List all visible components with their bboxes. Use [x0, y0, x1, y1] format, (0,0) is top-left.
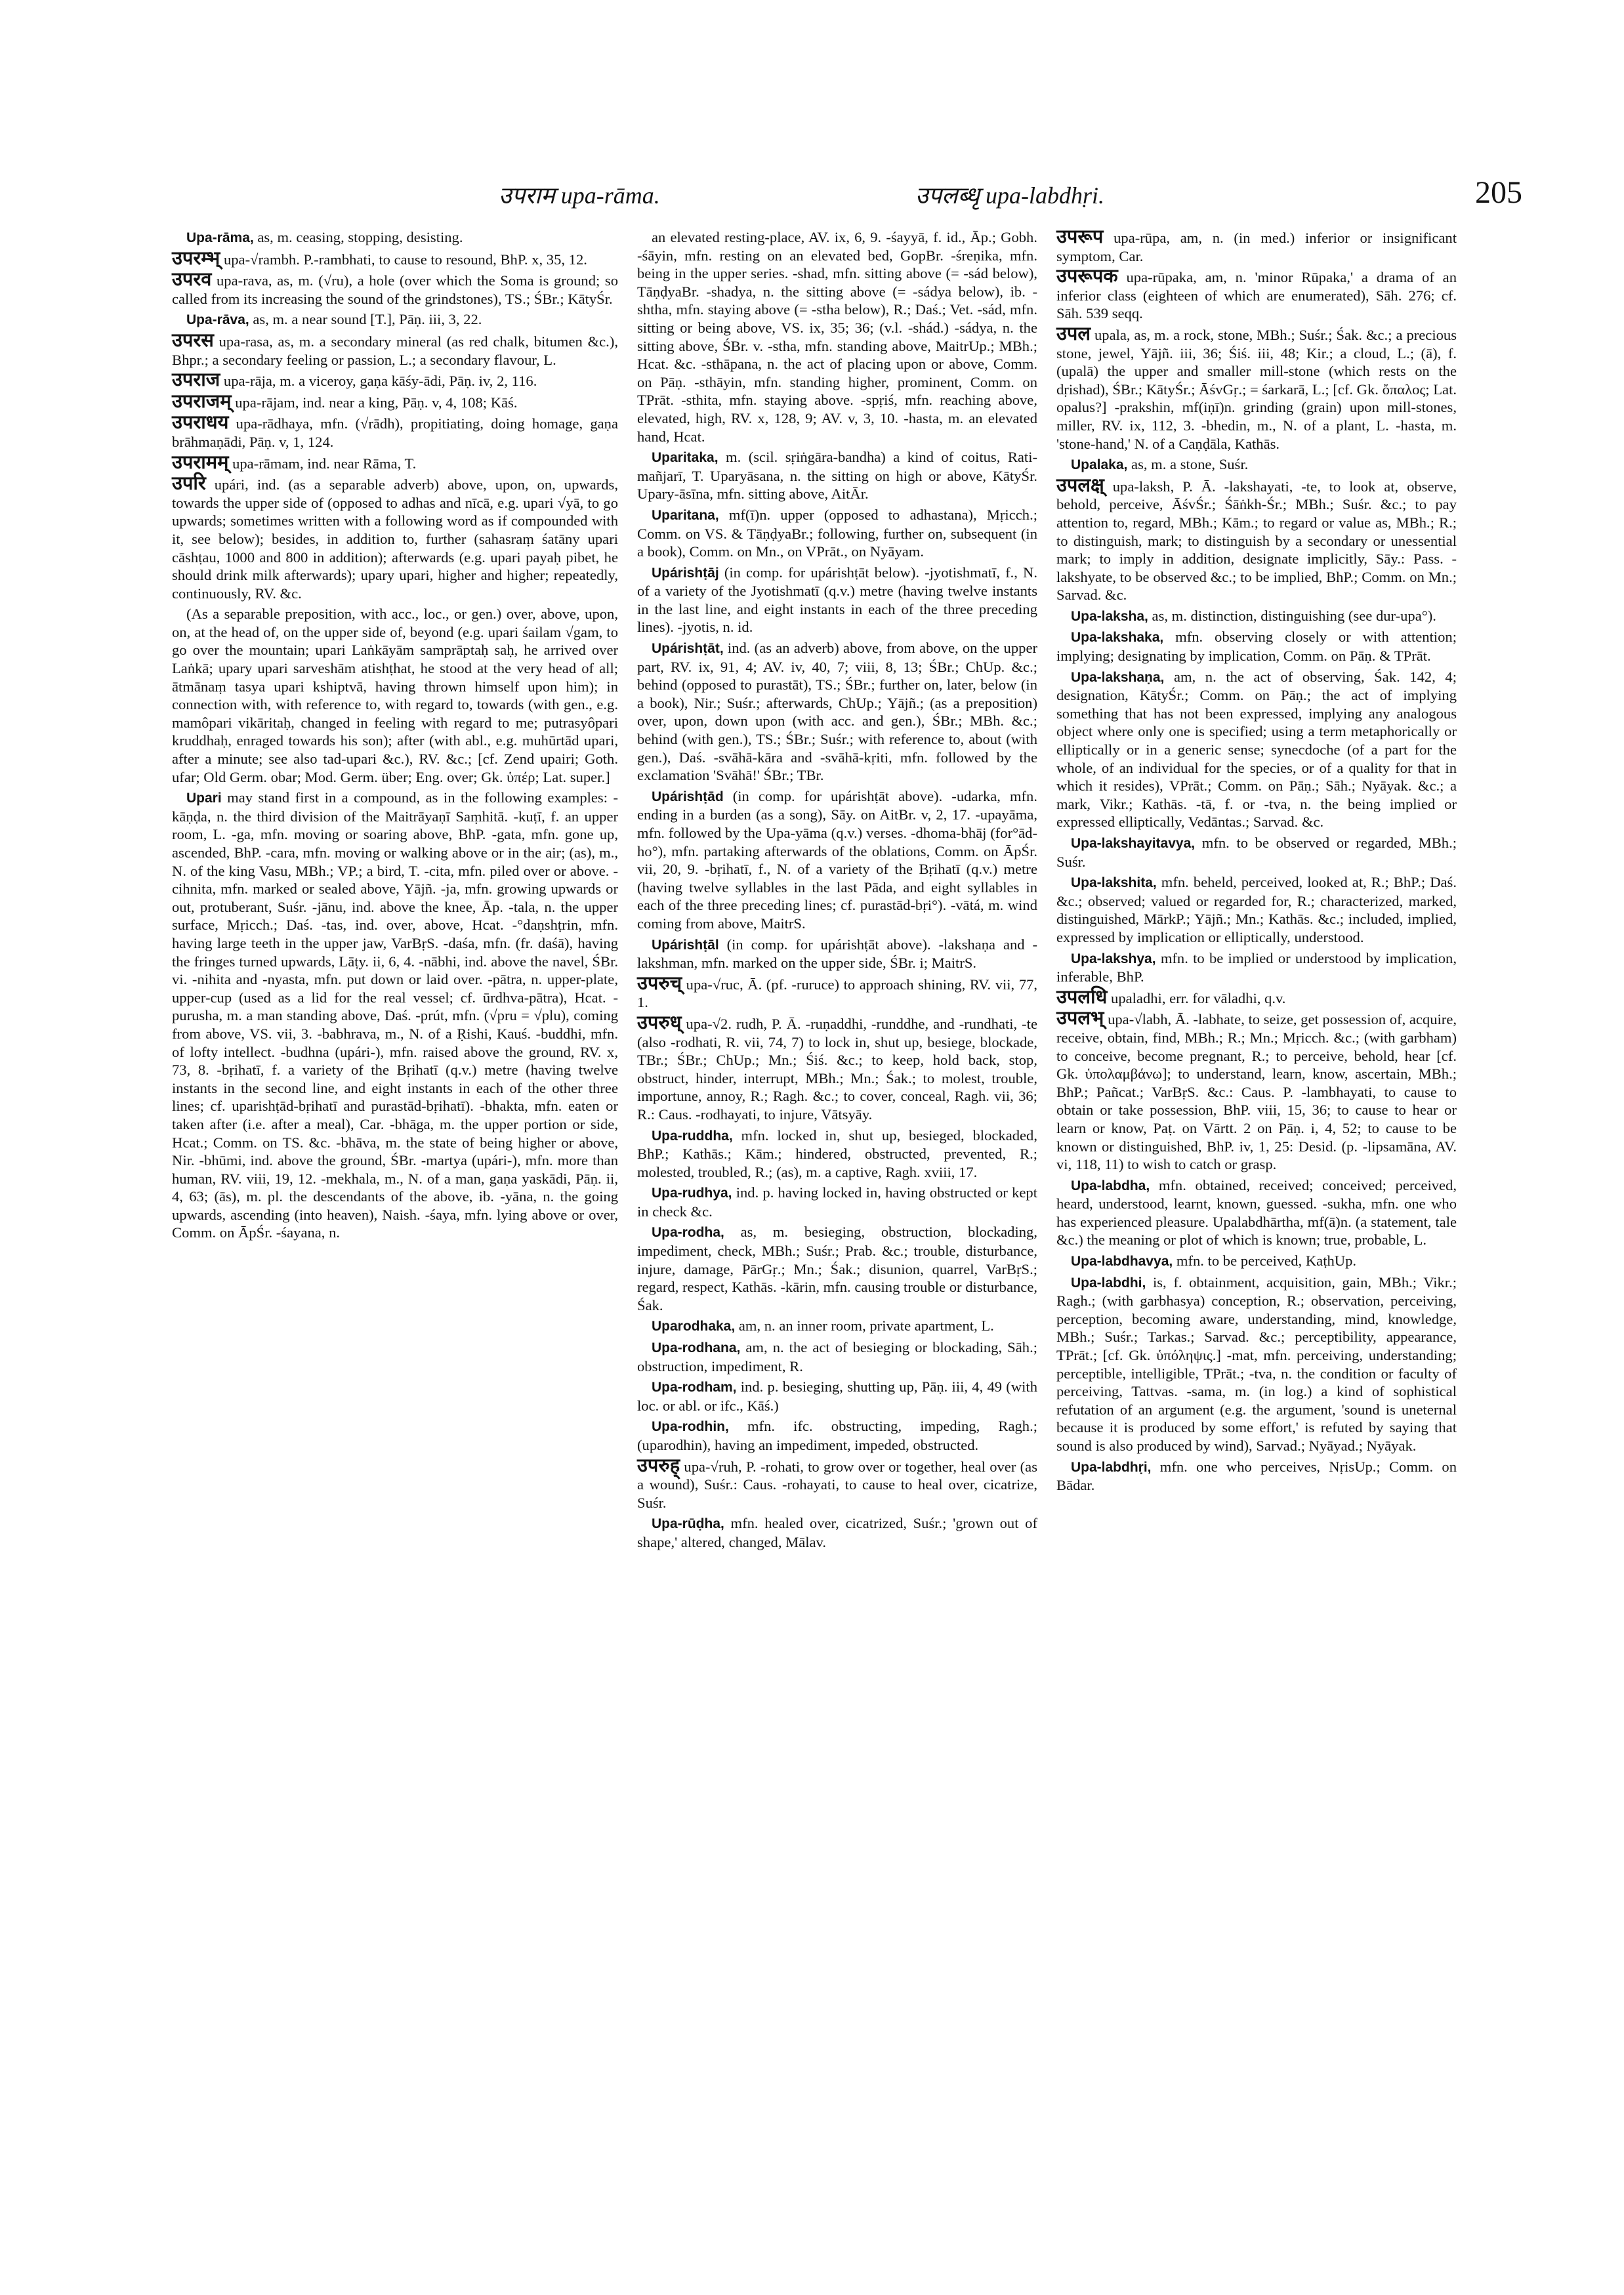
entry-definition: upa-rasa, as, m. a secondary mineral (as red chalk, bitumen &c.), Bhpr.; a secondary feeling or passion, L.; a secondary flavour, L. [172, 333, 618, 368]
devanagari-headword: उपरूपक [1056, 266, 1118, 287]
entry-headword: Upa-rodham, [652, 1380, 737, 1396]
dictionary-entry [172, 371, 618, 390]
entry-definition: upári, ind. (as a separable adverb) above, upon, on, upwards, towards the upper side of (opposed to adhas and nīcā, e.g. upari √yā, to go upwards; sometimes written with a following word as if compounded with it, see below); besides, in addition to, further (sahasraṃ śatāny upari cāshṭau, 1000 and 800 in addition); afterwards (e.g. upari payaḥ pibet, he should drink milk afterwards); upary upari, higher and higher; repeatedly, continuously, RV. &c. [172, 476, 618, 602]
entry-headword: Upárishṭāj [652, 565, 719, 581]
dictionary-entry [637, 1378, 1037, 1415]
dictionary-entry [1056, 228, 1457, 265]
dictionary-entry [1056, 1176, 1457, 1249]
entry-definition: upa-√ruh, P. -rohati, to grow over or together, heal over (as a wound), Suśr.: Caus. -rohayati, to cause to heal over, cicatrize, Suśr. [637, 1458, 1037, 1511]
entry-headword: Upa-rūḍha, [652, 1516, 724, 1532]
entry-definition: upa-√labh, Ā. -labhate, to seize, get possession of, acquire, receive, obtain, find, MBh.; R.; Mn.; Mṛicch. &c.; (with garbham) to conceive, become pregnant, R.; to perceive, behold, hear [cf. Gk. ὑπολαμβάνω]; to understand, learn, know, ascertain, MBh.; BhP.; Pañcat.; VarBṛS. &c.: Caus. P. -lambhayati, to cause to obtain or take possession, BhP. viii, 15, 36; to cause to hear or learn or know, Paṭ. on Vārtt. 2 on Pāṇ. i, 4, 52; to cause to be known or distinguished, BhP. iv, 1, 25: Desid. (p. -lipsamāna, AV. vi, 118, 11) to wish to catch or grasp. [1056, 1011, 1457, 1173]
entry-definition: upa-√2. rudh, P. Ā. -ruṇaddhi, -runddhe, and -rundhati, -te (also -rodhati, R. vii, 74, 7) to lock in, shut up, besiege, blockade, TBr.; ŚBr.; ChUp.; Mn.; Śiś. &c.; to keep, hold back, stop, obstruct, hinder, interrupt, MBh.; Mn.; Śak.; to molest, trouble, importune, annoy, R.; Ragh. &c.; to cover, conceal, Ragh. vii, 36; R.: Caus. -rodhayati, to injure, Vātsyāy. [637, 1015, 1037, 1123]
entry-definition: mfn. observing closely or with attention; implying; designating by implication, Comm. on Pāṇ. & TPrāt. [1056, 629, 1457, 665]
devanagari-headword: उपरुध् [637, 1012, 682, 1033]
entry-definition: as, m. besieging, obstruction, blockading, impediment, check, MBh.; Suśr.; Prab. &c.; trouble, disturbance, injure, damage, PārGṛ.; Mn.; Śak.; disunion, quarrel, VarBṛS.; regard, respect, Kathās. -kārin, mfn. causing trouble or disturbance, Śak. [637, 1224, 1037, 1313]
running-head-center: उपलब्धृ upa-labdhṛi. [915, 182, 1105, 209]
dictionary-entry [1056, 325, 1457, 453]
dictionary-entry [1056, 474, 1457, 604]
dictionary-entry [637, 1338, 1037, 1375]
dictionary-entry [172, 247, 618, 269]
dictionary-entry [1056, 607, 1457, 626]
devanagari-headword: उपरव [172, 269, 212, 291]
devanagari-headword: उपरूप [1056, 226, 1104, 247]
devanagari-headword: उपराधय [172, 412, 229, 434]
dictionary-entry [1056, 873, 1457, 946]
entry-definition: (in comp. for upárishṭāt above). -lakshaṇa and -lakshman, mfn. marked on the upper side, ŚBr. i; MaitrS. [637, 936, 1037, 972]
dictionary-entry [637, 639, 1037, 785]
column-left [172, 228, 618, 1245]
dictionary-entry [1056, 1252, 1457, 1271]
entry-definition: mf(ī)n. upper (opposed to adhastana), Mṛicch.; Comm. on VS. & TāṇḍyaBr.; following, further on, subsequent (in a book), Comm. on Mn., on VPrāt., on Nyāyam. [637, 506, 1037, 560]
column-right [1056, 228, 1457, 1497]
entry-definition: ind. (as an adverb) above, from above, on the upper part, RV. ix, 91, 4; AV. iv, 40, 7; viii, 8, 13; ŚBr.; ChUp. &c.; behind (opposed to purastāt), TS.; ŚBr.; further on, later, below (in a book), Nir.; Suśr.; afterwards, ChUp.; Yājñ.; (as a preposition) over, upon, down upon (with acc. and gen.), ŚBr.; MBh. &c.; behind (with gen.), TS.; ŚBr.; Suśr.; with reference to, about (with gen.), Daś. -svāhā-kāra and -svāhā-kṛiti, mfn. followed by the exclamation 'Svāhā!' ŚBr.; TBr. [637, 640, 1037, 784]
entry-definition: mfn. beheld, perceived, looked at, R.; BhP.; Daś. &c.; observed; valued or regarded for, R.; characterized, marked, distinguished, MārkP.; Yājñ.; Mn.; Kathās. &c.; included, implied, expressed by implication or elliptically, understood. [1056, 874, 1457, 945]
entry-definition: as, m. a stone, Suśr. [1127, 456, 1249, 473]
entry-headword: Upa-labdhi, [1071, 1275, 1146, 1291]
dictionary-entry [637, 564, 1037, 636]
entry-headword: Upa-rodhin, [652, 1419, 729, 1435]
entry-headword: Upa-rodha, [652, 1225, 724, 1241]
entry-definition: mfn. to be implied or understood by implication, inferable, BhP. [1056, 949, 1457, 985]
entry-definition: am, n. the act of besieging or blockading, Sāh.; obstruction, impediment, R. [637, 1339, 1037, 1375]
entry-headword: Upa-lakshita, [1071, 875, 1157, 891]
entry-definition: mfn. healed over, cicatrized, Suśr.; 'grown out of shape,' altered, changed, Mālav. [637, 1515, 1037, 1550]
devanagari-headword: उपराज [172, 369, 220, 391]
entry-definition: upa-rūpaka, am, n. 'minor Rūpaka,' a drama of an inferior class (eighteen of which are enumerated), Sāh. 276; cf. Sāh. 539 seqq. [1056, 269, 1457, 322]
dictionary-entry [637, 972, 1037, 1012]
entry-headword: Upa-labdhṛi, [1071, 1459, 1152, 1475]
entry-definition: mfn. to be observed or regarded, MBh.; Suśr. [1056, 835, 1457, 870]
dictionary-entry [172, 310, 618, 329]
devanagari-headword: उपरम्भ् [172, 247, 220, 269]
entry-headword: Upa-laksha, [1071, 608, 1148, 624]
dictionary-entry [637, 1184, 1037, 1220]
dictionary-entry [1056, 986, 1457, 1008]
entry-definition: upa-rava, as, m. (√ru), a hole (over which the Soma is ground; so called from its increasing the sound of the grindstones), TS.; ŚBr.; KātyŚr. [172, 272, 618, 307]
entry-definition: (As a separable preposition, with acc., loc., or gen.) over, above, upon, on, at the head of, on the upper side of, beyond (e.g. upari śailam √gam, to go over the mountain; upari Laṅkāyām samprāptaḥ saḥ, he arrived over Laṅkā; upary upari sarveshām atishṭhat, he stood at the very head of all; ātmānaṃ tasya upari kshiptvā, having thrown himself upon him); in connection with, with reference to, with regard to, towards (with gen., e.g. mamôpari vikāritaḥ, changed in feeling with regard to me; putrasyôpari kruddhaḥ, enraged towards his son); after (with abl., e.g. muhūrtād upari, after a minute; see also tad-upari &c.), RV. &c.; [cf. Zend upairi; Goth. ufar; Old Germ. obar; Mod. Germ. über; Eng. over; Gk. ὑπέρ; Lat. super.] [172, 606, 618, 785]
entry-definition: (in comp. for upárishṭāt above). -udarka, mfn. ending in a burden (as a song), Sāy. on AitBr. v, 2, 17. -upayāma, mfn. followed by the Upa-yāma (q.v.) verses. -dhoma-bhāj (for°ād-ho°), mfn. partaking afterwards of the oblations, Comm. on ĀpŚr. vii, 20, 9. -bṛihatī, f., N. of a variety of the Bṛihatī (q.v.) metre (having twelve syllables in the last Pāda, and eight syllables in each of the three preceding lines; cf. purastād-bṛi°). -vātá, m. wind coming from above, MaitrS. [637, 787, 1037, 932]
devanagari-headword: उपरुह् [637, 1455, 680, 1476]
entry-headword: Upa-ruddha, [652, 1128, 733, 1144]
entry-definition: upa-rāja, m. a viceroy, gaṇa kāśy-ādi, Pāṇ. iv, 2, 116. [220, 373, 537, 390]
dictionary-entry [637, 1014, 1037, 1124]
devanagari-headword: उपरुच् [637, 972, 682, 994]
dictionary-entry [1056, 1273, 1457, 1455]
entry-definition: mfn. ifc. obstructing, impeding, Ragh.; (uparodhin), having an impediment, impeded, obstructed. [637, 1418, 1037, 1453]
entry-definition: upa-rūpa, am, n. (in med.) inferior or insignificant symptom, Car. [1056, 230, 1457, 264]
entry-definition: as, m. a near sound [T.], Pāṇ. iii, 3, 22. [249, 311, 482, 328]
entry-headword: Upa-rodhana, [652, 1340, 741, 1356]
dictionary-entry [637, 448, 1037, 503]
entry-definition: ind. p. besieging, shutting up, Pāṇ. iii, 4, 49 (with loc. or abl. or ifc., Kāś.) [637, 1378, 1037, 1414]
devanagari-headword: उपलधि [1056, 986, 1108, 1008]
dictionary-entry [1056, 668, 1457, 831]
page-number: 205 [1475, 175, 1522, 210]
dictionary-entry [637, 506, 1037, 561]
dictionary-entry [1056, 268, 1457, 323]
entry-definition: mfn. one who perceives, NṛisUp.; Comm. on Bādar. [1056, 1458, 1457, 1494]
entry-definition: upa-√ruc, Ā. (pf. -ruruce) to approach shining, RV. vii, 77, 1. [637, 976, 1037, 1011]
entry-headword: Upa-lakshaka, [1071, 630, 1164, 646]
entry-definition: mfn. obtained, received; conceived; perceived, heard, understood, learnt, known, guessed. -sukha, mfn. one who has experienced pleasure. Upalabdhārtha, mf(ā)n. (a statement, tale &c.) the meaning or plot of which is known; true, probable, L. [1056, 1176, 1457, 1249]
devanagari-headword: उपल [1056, 323, 1091, 344]
entry-definition: upaladhi, err. for vāladhi, q.v. [1107, 989, 1286, 1006]
dictionary-entry [1056, 834, 1457, 871]
entry-definition: mfn. locked in, shut up, besieged, blockaded, BhP.; Kathās.; Kām.; hindered, obstructed, prevented, R.; molested, troubled, R.; (as), m. a captive, Ragh. xviii, 17. [637, 1127, 1037, 1180]
dictionary-entry [172, 475, 618, 602]
dictionary-entry [172, 414, 618, 451]
dictionary-entry [1056, 455, 1457, 474]
dictionary-entry [1056, 628, 1457, 665]
dictionary-entry [637, 228, 1037, 445]
entry-headword: Upa-rāma, [186, 230, 254, 245]
entry-definition: am, n. the act of observing, Śak. 142, 4; designation, KātyŚr.; Comm. on Pāṇ.; the act of implying something that has not been expressed, implying any analogous object where only one is specified; using a term metaphorically or elliptically or in a generic sense; synecdoche (of a part for the whole, of an individual for the species, or of a quality for that in which it resides), VPrāt.; Comm. on Pāṇ.; Sāh.; Nyāyak. &c.; a mark, Vikr.; Kathās. -tā, f. or -tva, n. the being implied or expressed elliptically, Vedāntas.; Sarvad. &c. [1056, 668, 1457, 831]
entry-definition: am, n. an inner room, private apartment, L. [735, 1317, 994, 1334]
devanagari-headword: उपलभ् [1056, 1008, 1104, 1029]
entry-definition: m. (scil. sṛiṅgāra-bandha) a kind of coitus, Rati-mañjarī, T. Uparyāsana, n. the sitting on high or above, KātyŚr. Upary-āsīna, mfn. sitting above, AitĀr. [637, 449, 1037, 503]
entry-definition: mfn. to be perceived, KaṭhUp. [1173, 1252, 1357, 1270]
column-middle [637, 228, 1037, 1554]
dictionary-entry [172, 789, 618, 1242]
entry-definition: an elevated resting-place, AV. ix, 6, 9. -śayyā, f. id., Āp.; Gobh. -śāyin, mfn. resting on an elevated bed, GopBr. -śreṇika, mfn. being in the upper series. -shad, mfn. sitting above (= -sád below), TāṇḍyaBr. -shadya, n. the sitting above (= -sádya below), ib. -shtha, mfn. staying above (= -stha below), R.; Daś.; Vet. -sád, mfn. sitting or being above, VS. ix, 35; 36; (v.l. -shád.) -sádya, n. the sitting above, ŚBr. v. -stha, mfn. standing above, MaitrUp.; MBh.; Hcat. &c. -sthāpana, n. the act of placing upon or above, Comm. on Pāṇ. -sthāyin, mfn. standing higher, prominent, Comm. on TPrāt. -sthita, mfn. staying above. -spṛiś, mfn. reaching above, elevated, high, RV. x, 128, 9; AV. v, 3, 10. -hasta, m. an elevated hand, Hcat. [637, 229, 1037, 445]
dictionary-entry [637, 1223, 1037, 1314]
devanagari-headword: उपराजम् [172, 390, 232, 412]
devanagari-headword: उपरामम् [172, 451, 229, 473]
dictionary-entry [172, 271, 618, 308]
dictionary-entry [637, 1127, 1037, 1182]
entry-headword: Uparitaka, [652, 450, 718, 466]
entry-definition: upa-rājam, ind. near a king, Pāṇ. v, 4, 108; Kāś. [231, 394, 518, 411]
entry-definition: ind. p. having locked in, having obstructed or kept in check &c. [637, 1184, 1037, 1220]
entry-definition: upa-laksh, P. Ā. -lakshayati, -te, to look at, observe, behold, perceive, ĀśvŚr.; Śāṅkh-Śr.; MBh.; Suśr. &c.; to pay attention to, regard, MBh.; Kām.; to regard or value as, MBh.; R.; to distinguish, mark; to distinguish by a secondary or unessential mark; to imply in addition, designate implicitly, Sāy.: Pass. -lakshyate, to be observed &c.; to be implied, BhP.; Comm. on Mn.; Sarvad. &c. [1056, 478, 1457, 604]
entry-headword: Upárishṭāl [652, 937, 719, 953]
entry-definition: is, f. obtainment, acquisition, gain, MBh.; Vikr.; Ragh.; (with garbhasya) conception, R.; observation, perceiving, perception, becoming aware, understanding, mind, knowledge, MBh.; Suśr.; Tarkas.; Sarvad. &c.; perceptibility, appearance, TPrāt.; [cf. Gk. ὑπόληψις.] -mat, mfn. perceiving, understanding; perceptible, intelligible, TPrāt.; -tva, n. the condition or faculty of perceiving, Tattvas. -sama, m. (in log.) a kind of sophistical refutation of an argument (e.g. the argument, 'sound is uneternal because it is produced by some effort,' is refuted by saying that sound is also produced by wind), Sarvad.; Nyāyad.; Nyāyak. [1056, 1273, 1457, 1454]
dictionary-entry [1056, 949, 1457, 986]
entry-definition: as, m. ceasing, stopping, desisting. [253, 229, 463, 245]
entry-headword: Upa-labdha, [1071, 1178, 1150, 1193]
entry-headword: Uparodhaka, [652, 1319, 736, 1334]
dictionary-entry [637, 936, 1037, 972]
dictionary-entry [172, 228, 618, 247]
dictionary-entry [637, 787, 1037, 933]
dictionary-entry [172, 390, 618, 412]
dictionary-entry [172, 329, 618, 369]
entry-headword: Upalaka, [1071, 457, 1128, 473]
dictionary-entry [1056, 1010, 1457, 1173]
devanagari-headword: उपरस [172, 329, 214, 351]
entry-headword: Upa-rudhya, [652, 1186, 732, 1201]
entry-definition: (in comp. for upárishṭāt below). -jyotishmatī, f., N. of a variety of the Jyotishmatī (q.v.) metre (having twelve instants in the last line, and eight instants in each of the three preceding lines). -jyotis, n. id. [637, 564, 1037, 636]
entry-headword: Upa-rāva, [186, 312, 249, 328]
entry-definition: upa-rāmam, ind. near Rāma, T. [228, 455, 417, 472]
devanagari-headword: उपरि [172, 473, 206, 495]
entry-definition: upala, as, m. a rock, stone, MBh.; Suśr.; Śak. &c.; a precious stone, jewel, Yājñ. iii, 36; Śiś. iii, 48; Kir.; a cloud, L.; (ā), f. (upalā) the upper and smaller mill-stone (which rests on the dṛishad), ŚBr.; KātyŚr.; ĀśvGṛ.; = śarkarā, L.; [cf. Gk. ὄπαλος; Lat. opalus?] -prakshin, mf(iṇī)n. grinding (grain) upon mill-stones, miller, RV. ix, 112, 3. -bhedin, m., N. of a plant, L. -hasta, m. 'stone-hand,' N. of a Caṇḍāla, Kathās. [1056, 326, 1457, 452]
entry-definition: upa-√rambh. P.-rambhati, to cause to resound, BhP. x, 35, 12. [220, 251, 587, 268]
entry-definition: upa-rādhaya, mfn. (√rādh), propitiating, doing homage, gaṇa brāhmaṇādi, Pāṇ. v, 1, 124. [172, 415, 618, 450]
entry-headword: Uparitana, [652, 507, 719, 523]
entry-headword: Upa-labdhavya, [1071, 1254, 1173, 1270]
entry-definition: may stand first in a compound, as in the following examples: -kāṇḍa, n. the third division of the Maitrāyaṇī Saṃhitā. -kuṭī, f. an upper room, L. -ga, mfn. moving or soaring above, BhP. -gata, mfn. gone up, ascended, BhP. -cara, mfn. moving or walking above or in the air; (as), m., N. of the king Vasu, MBh.; VP.; a bird, T. -cita, mfn. piled over or above. -cihnita, mfn. marked or sealed above, Yājñ. -ja, mfn. growing upwards or out, protuberant, Suśr. -jānu, ind. above the knee, Āp. -tala, n. the upper surface, Mṛicch.; Daś. -tas, ind. over, above, Hcat. -°daṇshṭrin, mfn. having large teeth in the upper jaw, VarBṛS. -daśa, mfn. (fr. daśā), having the fringes turned upwards, Lāṭy. ii, 6, 4. -nābhi, ind. above the navel, ŚBr. vi. -nihita and -nyasta, mfn. put down or laid over. -pātra, n. upper-plate, upper-cup (used as a lid for the real vessel; cf. ūrdhva-pātra), Hcat. -purusha, m. a man standing above, Daś. -prút, mfn. (√pru = √plu), coming from above, VS. vii, 3. -babhrava, m., N. of a Ṛishi, Kauś. -buddhi, mfn. of lofty intellect. -budhna (upári-), mfn. raised above the ground, RV. x, 73, 8. -bṛihatī, f. a variety of the Bṛihatī (q.v.) metre (having twelve instants in the second line, and eight instants in each of the other three lines; cf. uparishṭād-bṛihatī and purastād-bṛihatī). -bhakta, mfn. eaten or taken after (i.e. after a meal), Car. -bhāga, m. the upper portion or side, Hcat.; Comm. on TS. &c. -bhāva, m. the state of being higher or above, Nir. -bhūmi, ind. above the ground, ŚBr. -martya (upári-), mfn. more than human, RV. viii, 19, 12. -mekhala, m., N. of a man, gaṇa yaskādi, Pāṇ. ii, 4, 63; (ās), m. pl. the descendants of the above, ib. -yāna, n. the going upwards, ascending (into heaven), Naish. -śaya, mfn. lying above or over, Comm. on ĀpŚr. -śayana, n. [172, 789, 618, 1241]
entry-headword: Upárishṭāt, [652, 641, 724, 657]
entry-headword: Upa-lakshayitavya, [1071, 836, 1196, 851]
dictionary-entry [637, 1457, 1037, 1512]
entry-headword: Upa-lakshya, [1071, 951, 1156, 966]
running-head-left: उपराम upa-rāma. [499, 182, 660, 209]
dictionary-entry [1056, 1458, 1457, 1495]
entry-definition: as, m. distinction, distinguishing (see dur-upa°). [1148, 607, 1436, 624]
devanagari-headword: उपलक्ष् [1056, 474, 1104, 496]
entry-headword: Upari [186, 791, 222, 806]
entry-headword: Upa-lakshaṇa, [1071, 669, 1165, 685]
dictionary-entry [637, 1317, 1037, 1336]
dictionary-entry [172, 451, 618, 473]
entry-headword: Upárishṭād [652, 789, 724, 804]
dictionary-entry [637, 1417, 1037, 1454]
dictionary-entry [637, 1514, 1037, 1551]
dictionary-entry [172, 605, 618, 786]
